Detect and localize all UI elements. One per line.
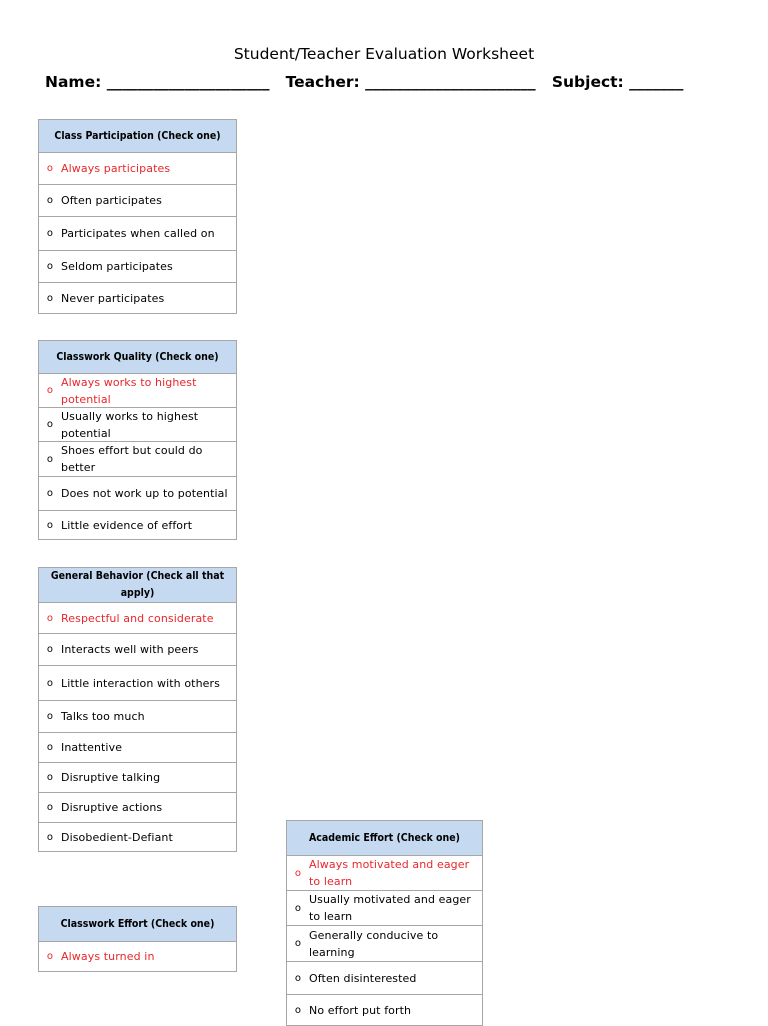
item-label: Generally conducive to learning — [309, 928, 439, 959]
list-item[interactable] — [287, 926, 482, 962]
list-item[interactable] — [39, 442, 236, 477]
list-item[interactable] — [287, 891, 482, 926]
item-label: Inattentive — [61, 741, 123, 754]
list-item[interactable] — [287, 995, 482, 1026]
bullet-icon: o — [294, 902, 302, 914]
item-label: Never participates — [61, 291, 165, 305]
item-label: Interacts well with peers — [61, 643, 199, 656]
page-title: Student/Teacher Evaluation Worksheet — [233, 45, 535, 63]
list-item[interactable] — [287, 856, 482, 891]
bullet-icon: o — [294, 1004, 302, 1016]
item-label: Usually works to highest potential — [61, 409, 199, 440]
list-item[interactable] — [39, 251, 236, 283]
item-label: Disruptive actions — [61, 801, 163, 814]
list-item[interactable] — [39, 733, 236, 763]
list-item[interactable] — [39, 408, 236, 442]
academic-effort-box — [286, 820, 483, 1026]
classwork-quality-header: Classwork Quality (Check one) — [39, 341, 236, 374]
bullet-icon: o — [46, 385, 54, 396]
item-label: Often participates — [61, 194, 162, 207]
item-label: Does not work up to potential — [61, 487, 228, 500]
list-item[interactable] — [39, 666, 236, 701]
list-item[interactable] — [287, 962, 482, 995]
general-behavior-header: General Behavior (Check all that apply) — [39, 568, 236, 603]
list-item[interactable] — [39, 511, 236, 540]
bullet-icon: o — [46, 831, 54, 843]
item-label: Always motivated and eager to learn — [309, 858, 470, 888]
item-label: Seldom participates — [61, 260, 173, 273]
bullet-icon: o — [294, 938, 302, 949]
list-item[interactable] — [39, 763, 236, 793]
item-label: Little interaction with others — [61, 676, 220, 690]
bullet-icon: o — [46, 711, 54, 722]
bullet-icon: o — [46, 453, 54, 465]
subject-label: Subject: — [551, 73, 624, 91]
bullet-icon: o — [46, 488, 54, 499]
list-item[interactable] — [39, 634, 236, 666]
bullet-icon: o — [46, 677, 54, 689]
list-item[interactable] — [39, 374, 236, 408]
bullet-icon: o — [46, 195, 54, 206]
list-item[interactable] — [39, 942, 236, 972]
list-item[interactable] — [39, 793, 236, 823]
list-item[interactable] — [39, 185, 236, 217]
list-item[interactable] — [39, 153, 236, 185]
name-blank[interactable]: _____________________ — [106, 73, 270, 91]
item-label: Always participates — [61, 162, 171, 175]
bullet-icon: o — [294, 972, 302, 984]
item-label: Little evidence of effort — [61, 518, 193, 532]
teacher-blank[interactable]: ______________________ — [365, 73, 536, 91]
bullet-icon: o — [46, 261, 54, 272]
list-item[interactable] — [39, 283, 236, 314]
subject-blank[interactable]: _______ — [629, 73, 684, 91]
general-behavior-box — [38, 567, 237, 852]
classwork-effort-header: Classwork Effort (Check one) — [39, 907, 236, 942]
bullet-icon: o — [46, 612, 54, 624]
bullet-icon: o — [46, 951, 54, 962]
bullet-icon: o — [46, 519, 54, 531]
classwork-quality-box — [38, 340, 237, 540]
item-label: Disobedient-Defiant — [61, 830, 173, 844]
bullet-icon: o — [46, 802, 54, 813]
academic-effort-header: Academic Effort (Check one) — [287, 821, 482, 856]
bullet-icon: o — [46, 772, 54, 783]
list-item[interactable] — [39, 603, 236, 634]
bullet-icon: o — [46, 742, 54, 753]
bullet-icon: o — [46, 228, 54, 239]
item-label: Talks too much — [61, 710, 145, 723]
item-label: Respectful and considerate — [61, 611, 214, 625]
list-item[interactable] — [39, 823, 236, 852]
teacher-label: Teacher: — [285, 73, 360, 91]
bullet-icon: o — [294, 867, 302, 879]
list-item[interactable] — [39, 701, 236, 733]
item-label: No effort put forth — [309, 1003, 412, 1017]
bullet-icon: o — [46, 644, 54, 655]
info-fields — [45, 72, 683, 92]
bullet-icon: o — [46, 163, 54, 174]
item-label: Often disinterested — [309, 971, 417, 985]
list-item[interactable] — [39, 477, 236, 511]
classwork-effort-box — [38, 906, 237, 972]
item-label: Usually motivated and eager to learn — [309, 893, 471, 923]
list-item[interactable] — [39, 217, 236, 251]
item-label: Participates when called on — [61, 227, 215, 240]
bullet-icon: o — [46, 292, 54, 304]
item-label: Disruptive talking — [61, 771, 161, 784]
item-label: Shoes effort but could do better — [61, 444, 203, 474]
item-label: Always works to highest potential — [61, 375, 197, 406]
bullet-icon: o — [46, 419, 54, 430]
item-label: Always turned in — [61, 950, 155, 963]
class-participation-header: Class Participation (Check one) — [39, 120, 236, 153]
class-participation-box — [38, 119, 237, 314]
name-label: Name: — [45, 73, 102, 91]
